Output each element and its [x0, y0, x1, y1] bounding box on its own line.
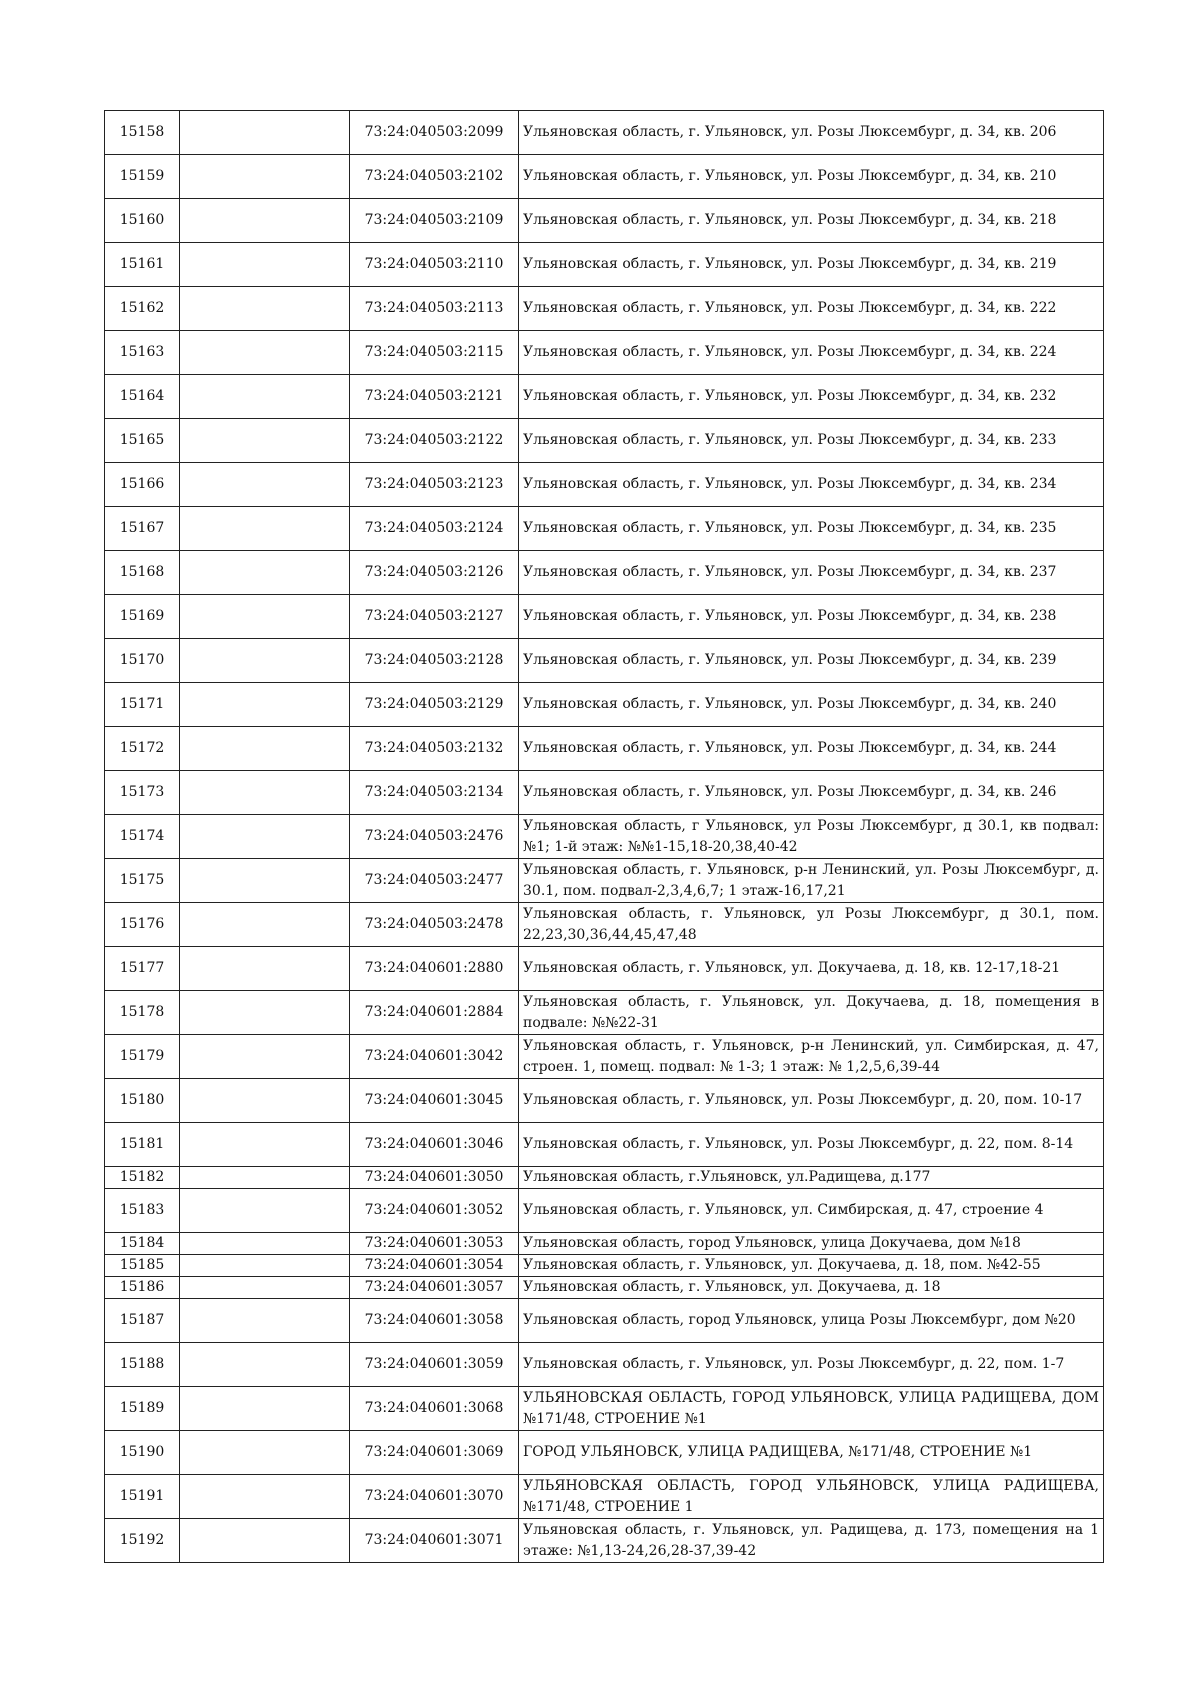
- blank-cell: [180, 1277, 350, 1299]
- blank-cell: [180, 991, 350, 1035]
- blank-cell: [180, 903, 350, 947]
- address-cell: Ульяновская область, г. Ульяновск, ул. Розы Люксембург, д. 34, кв. 224: [519, 331, 1104, 375]
- address-cell: Ульяновская область, город Ульяновск, улица Розы Люксембург, дом №20: [519, 1299, 1104, 1343]
- row-number-cell: 15189: [105, 1387, 180, 1431]
- blank-cell: [180, 815, 350, 859]
- table-row: [105, 331, 1104, 375]
- table-row: [105, 1277, 1104, 1299]
- row-number-cell: 15164: [105, 375, 180, 419]
- cadastral-number-cell: 73:24:040503:2129: [350, 683, 519, 727]
- cadastral-number-cell: 73:24:040503:2476: [350, 815, 519, 859]
- table-row: [105, 1431, 1104, 1475]
- address-cell: Ульяновская область, г. Ульяновск, ул. Розы Люксембург, д. 34, кв. 219: [519, 243, 1104, 287]
- table-row: [105, 947, 1104, 991]
- cadastral-number-cell: 73:24:040601:3069: [350, 1431, 519, 1475]
- blank-cell: [180, 639, 350, 683]
- row-number-cell: 15168: [105, 551, 180, 595]
- table-row: [105, 1035, 1104, 1079]
- blank-cell: [180, 1035, 350, 1079]
- address-cell: Ульяновская область, г. Ульяновск, ул. Розы Люксембург, д. 34, кв. 240: [519, 683, 1104, 727]
- address-cell: Ульяновская область, г. Ульяновск, ул. Розы Люксембург, д. 34, кв. 222: [519, 287, 1104, 331]
- cadastral-number-cell: 73:24:040503:2132: [350, 727, 519, 771]
- row-number-cell: 15177: [105, 947, 180, 991]
- blank-cell: [180, 1431, 350, 1475]
- cadastral-number-cell: 73:24:040503:2134: [350, 771, 519, 815]
- blank-cell: [180, 595, 350, 639]
- row-number-cell: 15169: [105, 595, 180, 639]
- row-number-cell: 15186: [105, 1277, 180, 1299]
- blank-cell: [180, 1123, 350, 1167]
- table-row: [105, 1233, 1104, 1255]
- table-row: [105, 1299, 1104, 1343]
- table-row: [105, 815, 1104, 859]
- cadastral-number-cell: 73:24:040601:3042: [350, 1035, 519, 1079]
- address-cell: Ульяновская область, г. Ульяновск, ул. Розы Люксембург, д. 20, пом. 10-17: [519, 1079, 1104, 1123]
- row-number-cell: 15159: [105, 155, 180, 199]
- row-number-cell: 15192: [105, 1519, 180, 1563]
- address-cell: Ульяновская область, г. Ульяновск, ул. Розы Люксембург, д. 22, пом. 1-7: [519, 1343, 1104, 1387]
- table-row: [105, 551, 1104, 595]
- cadastral-number-cell: 73:24:040601:3052: [350, 1189, 519, 1233]
- cadastral-number-cell: 73:24:040503:2477: [350, 859, 519, 903]
- blank-cell: [180, 683, 350, 727]
- table-row: [105, 991, 1104, 1035]
- blank-cell: [180, 1255, 350, 1277]
- cadastral-number-cell: 73:24:040503:2123: [350, 463, 519, 507]
- address-cell: Ульяновская область, г. Ульяновск, ул. Розы Люксембург, д. 22, пом. 8-14: [519, 1123, 1104, 1167]
- address-cell: Ульяновская область, г. Ульяновск, ул. Радищева, д. 173, помещения на 1 этаже: №1,13-24,26,28-37,39-42: [519, 1519, 1104, 1563]
- blank-cell: [180, 1167, 350, 1189]
- row-number-cell: 15184: [105, 1233, 180, 1255]
- address-cell: Ульяновская область, г. Ульяновск, ул. Розы Люксембург, д. 34, кв. 218: [519, 199, 1104, 243]
- cadastral-number-cell: 73:24:040503:2478: [350, 903, 519, 947]
- address-cell: УЛЬЯНОВСКАЯ ОБЛАСТЬ, ГОРОД УЛЬЯНОВСК, УЛИЦА РАДИЩЕВА, ДОМ №171/48, СТРОЕНИЕ №1: [519, 1387, 1104, 1431]
- cadastral-number-cell: 73:24:040503:2113: [350, 287, 519, 331]
- table-row: [105, 1387, 1104, 1431]
- table-row: [105, 419, 1104, 463]
- table-row: [105, 1519, 1104, 1563]
- row-number-cell: 15165: [105, 419, 180, 463]
- cadastral-number-cell: 73:24:040601:3068: [350, 1387, 519, 1431]
- blank-cell: [180, 947, 350, 991]
- blank-cell: [180, 507, 350, 551]
- row-number-cell: 15173: [105, 771, 180, 815]
- blank-cell: [180, 111, 350, 155]
- row-number-cell: 15163: [105, 331, 180, 375]
- cadastral-number-cell: 73:24:040503:2109: [350, 199, 519, 243]
- blank-cell: [180, 199, 350, 243]
- address-cell: Ульяновская область, г. Ульяновск, ул. Докучаева, д. 18: [519, 1277, 1104, 1299]
- address-cell: Ульяновская область, г. Ульяновск, ул. Симбирская, д. 47, строение 4: [519, 1189, 1104, 1233]
- address-cell: ГОРОД УЛЬЯНОВСК, УЛИЦА РАДИЩЕВА, №171/48, СТРОЕНИЕ №1: [519, 1431, 1104, 1475]
- address-cell: Ульяновская область, г Ульяновск, ул Розы Люксембург, д 30.1, кв подвал: №1; 1-й этаж: №№1-15,18-20,38,40-42: [519, 815, 1104, 859]
- blank-cell: [180, 419, 350, 463]
- cadastral-number-cell: 73:24:040503:2099: [350, 111, 519, 155]
- row-number-cell: 15174: [105, 815, 180, 859]
- row-number-cell: 15175: [105, 859, 180, 903]
- cadastral-number-cell: 73:24:040503:2121: [350, 375, 519, 419]
- cadastral-number-cell: 73:24:040601:3053: [350, 1233, 519, 1255]
- cadastral-number-cell: 73:24:040503:2115: [350, 331, 519, 375]
- row-number-cell: 15185: [105, 1255, 180, 1277]
- cadastral-number-cell: 73:24:040503:2127: [350, 595, 519, 639]
- row-number-cell: 15176: [105, 903, 180, 947]
- table-row: [105, 903, 1104, 947]
- cadastral-number-cell: 73:24:040503:2110: [350, 243, 519, 287]
- blank-cell: [180, 243, 350, 287]
- table-row: [105, 507, 1104, 551]
- address-cell: Ульяновская область, г. Ульяновск, ул. Розы Люксембург, д. 34, кв. 244: [519, 727, 1104, 771]
- address-cell: Ульяновская область, г. Ульяновск, ул. Докучаева, д. 18, пом. №42-55: [519, 1255, 1104, 1277]
- row-number-cell: 15190: [105, 1431, 180, 1475]
- cadastral-number-cell: 73:24:040601:3071: [350, 1519, 519, 1563]
- cadastral-number-cell: 73:24:040503:2124: [350, 507, 519, 551]
- row-number-cell: 15158: [105, 111, 180, 155]
- blank-cell: [180, 1189, 350, 1233]
- table-row: [105, 463, 1104, 507]
- row-number-cell: 15160: [105, 199, 180, 243]
- blank-cell: [180, 155, 350, 199]
- blank-cell: [180, 1387, 350, 1431]
- blank-cell: [180, 1343, 350, 1387]
- table-row: [105, 243, 1104, 287]
- blank-cell: [180, 551, 350, 595]
- blank-cell: [180, 1233, 350, 1255]
- table-row: [105, 1475, 1104, 1519]
- address-cell: Ульяновская область, г. Ульяновск, ул. Докучаева, д. 18, кв. 12-17,18-21: [519, 947, 1104, 991]
- address-cell: Ульяновская область, г. Ульяновск, ул. Розы Люксембург, д. 34, кв. 234: [519, 463, 1104, 507]
- cadastral-number-cell: 73:24:040601:3050: [350, 1167, 519, 1189]
- row-number-cell: 15170: [105, 639, 180, 683]
- row-number-cell: 15171: [105, 683, 180, 727]
- row-number-cell: 15182: [105, 1167, 180, 1189]
- row-number-cell: 15179: [105, 1035, 180, 1079]
- row-number-cell: 15167: [105, 507, 180, 551]
- cadastral-number-cell: 73:24:040601:3054: [350, 1255, 519, 1277]
- registry-table: [104, 110, 1104, 1563]
- table-row: [105, 595, 1104, 639]
- row-number-cell: 15187: [105, 1299, 180, 1343]
- address-cell: Ульяновская область, г. Ульяновск, ул. Розы Люксембург, д. 34, кв. 233: [519, 419, 1104, 463]
- table-row: [105, 199, 1104, 243]
- cadastral-number-cell: 73:24:040601:2884: [350, 991, 519, 1035]
- address-cell: Ульяновская область, г. Ульяновск, р-н Ленинский, ул. Розы Люксембург, д. 30.1, пом. подвал-2,3,4,6,7; 1 этаж-16,17,21: [519, 859, 1104, 903]
- table-row: [105, 155, 1104, 199]
- blank-cell: [180, 1299, 350, 1343]
- table-row: [105, 639, 1104, 683]
- address-cell: Ульяновская область, г. Ульяновск, ул. Розы Люксембург, д. 34, кв. 246: [519, 771, 1104, 815]
- blank-cell: [180, 331, 350, 375]
- table-row: [105, 1255, 1104, 1277]
- blank-cell: [180, 375, 350, 419]
- blank-cell: [180, 463, 350, 507]
- cadastral-number-cell: 73:24:040503:2122: [350, 419, 519, 463]
- table-row: [105, 111, 1104, 155]
- table-row: [105, 1167, 1104, 1189]
- cadastral-number-cell: 73:24:040601:3045: [350, 1079, 519, 1123]
- address-cell: Ульяновская область, г. Ульяновск, ул. Розы Люксембург, д. 34, кв. 210: [519, 155, 1104, 199]
- blank-cell: [180, 727, 350, 771]
- cadastral-number-cell: 73:24:040601:3057: [350, 1277, 519, 1299]
- table-row: [105, 287, 1104, 331]
- blank-cell: [180, 1079, 350, 1123]
- blank-cell: [180, 287, 350, 331]
- table-row: [105, 727, 1104, 771]
- address-cell: Ульяновская область, г.Ульяновск, ул.Радищева, д.177: [519, 1167, 1104, 1189]
- row-number-cell: 15191: [105, 1475, 180, 1519]
- row-number-cell: 15183: [105, 1189, 180, 1233]
- cadastral-number-cell: 73:24:040503:2126: [350, 551, 519, 595]
- address-cell: Ульяновская область, город Ульяновск, улица Докучаева, дом №18: [519, 1233, 1104, 1255]
- row-number-cell: 15181: [105, 1123, 180, 1167]
- address-cell: Ульяновская область, г. Ульяновск, ул. Розы Люксембург, д. 34, кв. 238: [519, 595, 1104, 639]
- table-row: [105, 1343, 1104, 1387]
- address-cell: УЛЬЯНОВСКАЯ ОБЛАСТЬ, ГОРОД УЛЬЯНОВСК, УЛИЦА РАДИЩЕВА, №171/48, СТРОЕНИЕ 1: [519, 1475, 1104, 1519]
- row-number-cell: 15166: [105, 463, 180, 507]
- row-number-cell: 15172: [105, 727, 180, 771]
- cadastral-number-cell: 73:24:040601:2880: [350, 947, 519, 991]
- address-cell: Ульяновская область, г. Ульяновск, ул. Розы Люксембург, д. 34, кв. 239: [519, 639, 1104, 683]
- cadastral-number-cell: 73:24:040601:3046: [350, 1123, 519, 1167]
- address-cell: Ульяновская область, г. Ульяновск, ул Розы Люксембург, д 30.1, пом. 22,23,30,36,44,45,47,48: [519, 903, 1104, 947]
- blank-cell: [180, 859, 350, 903]
- table-row: [105, 1079, 1104, 1123]
- address-cell: Ульяновская область, г. Ульяновск, ул. Розы Люксембург, д. 34, кв. 237: [519, 551, 1104, 595]
- row-number-cell: 15161: [105, 243, 180, 287]
- address-cell: Ульяновская область, г. Ульяновск, ул. Докучаева, д. 18, помещения в подвале: №№22-31: [519, 991, 1104, 1035]
- row-number-cell: 15180: [105, 1079, 180, 1123]
- blank-cell: [180, 1475, 350, 1519]
- cadastral-number-cell: 73:24:040503:2128: [350, 639, 519, 683]
- cadastral-number-cell: 73:24:040503:2102: [350, 155, 519, 199]
- address-cell: Ульяновская область, г. Ульяновск, ул. Розы Люксембург, д. 34, кв. 235: [519, 507, 1104, 551]
- blank-cell: [180, 771, 350, 815]
- address-cell: Ульяновская область, г. Ульяновск, ул. Розы Люксембург, д. 34, кв. 232: [519, 375, 1104, 419]
- row-number-cell: 15162: [105, 287, 180, 331]
- row-number-cell: 15178: [105, 991, 180, 1035]
- table-row: [105, 1123, 1104, 1167]
- table-row: [105, 859, 1104, 903]
- blank-cell: [180, 1519, 350, 1563]
- address-cell: Ульяновская область, г. Ульяновск, р-н Ленинский, ул. Симбирская, д. 47, строен. 1, помещ. подвал: № 1-3; 1 этаж: № 1,2,5,6,39-44: [519, 1035, 1104, 1079]
- row-number-cell: 15188: [105, 1343, 180, 1387]
- table-row: [105, 683, 1104, 727]
- cadastral-number-cell: 73:24:040601:3070: [350, 1475, 519, 1519]
- table-row: [105, 771, 1104, 815]
- table-row: [105, 375, 1104, 419]
- table-row: [105, 1189, 1104, 1233]
- cadastral-number-cell: 73:24:040601:3058: [350, 1299, 519, 1343]
- cadastral-number-cell: 73:24:040601:3059: [350, 1343, 519, 1387]
- address-cell: Ульяновская область, г. Ульяновск, ул. Розы Люксембург, д. 34, кв. 206: [519, 111, 1104, 155]
- registry-body: [105, 111, 1104, 1563]
